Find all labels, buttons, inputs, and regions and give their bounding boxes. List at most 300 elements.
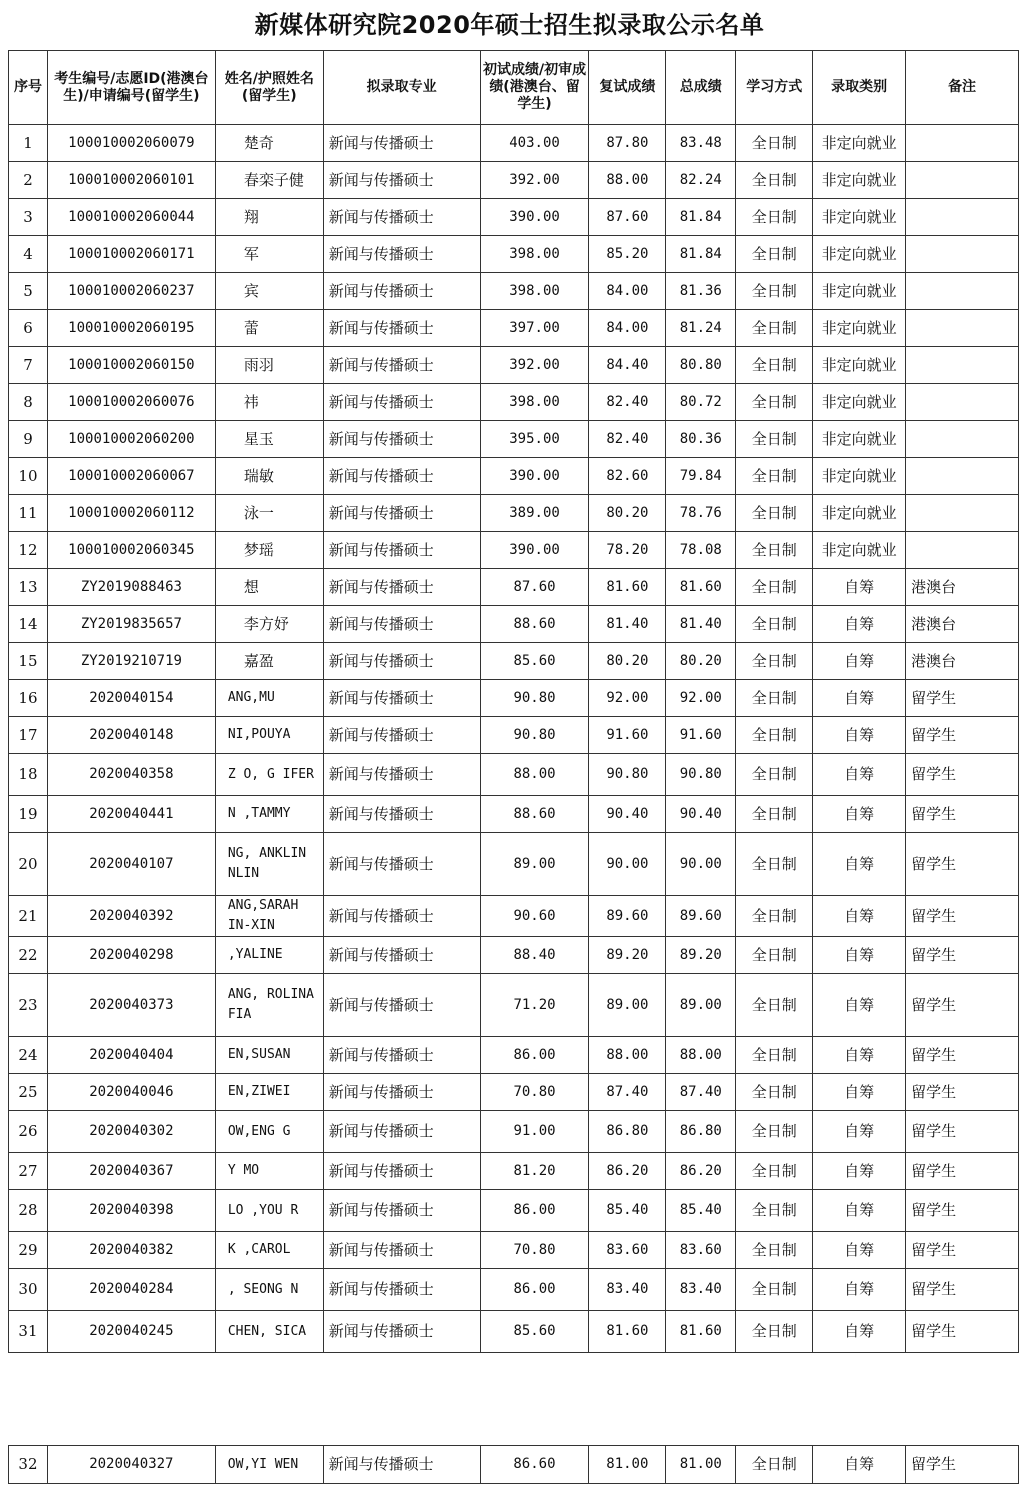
cell-retest: 85.20 <box>589 236 666 273</box>
header-prelim: 初试成绩/初审成绩(港澳台、留学生) <box>480 51 589 125</box>
cell-id: 2020040298 <box>47 937 215 974</box>
cell-mode: 全日制 <box>736 1153 813 1190</box>
cell-mode: 全日制 <box>736 199 813 236</box>
cell-mode: 全日制 <box>736 125 813 162</box>
cell-total: 90.80 <box>666 754 736 796</box>
cell-remark: 港澳台 <box>906 606 1019 643</box>
cell-retest: 84.00 <box>589 310 666 347</box>
cell-seq: 27 <box>9 1153 48 1190</box>
cell-remark: 港澳台 <box>906 569 1019 606</box>
cell-name: Y MO <box>215 1153 323 1190</box>
cell-remark: 留学生 <box>906 1269 1019 1311</box>
cell-id: 2020040358 <box>47 754 215 796</box>
cell-id: 100010002060200 <box>47 421 215 458</box>
cell-prelim: 88.60 <box>480 606 589 643</box>
cell-mode: 全日制 <box>736 1232 813 1269</box>
cell-major: 新闻与传播硕士 <box>323 754 480 796</box>
cell-major: 新闻与传播硕士 <box>323 937 480 974</box>
cell-mode: 全日制 <box>736 1111 813 1153</box>
cell-remark: 留学生 <box>906 1153 1019 1190</box>
table-row <box>9 1074 1019 1111</box>
cell-remark <box>906 199 1019 236</box>
table-row <box>9 458 1019 495</box>
cell-total: 81.00 <box>666 1446 736 1484</box>
cell-major: 新闻与传播硕士 <box>323 974 480 1037</box>
cell-id: 2020040046 <box>47 1074 215 1111</box>
cell-total: 83.48 <box>666 125 736 162</box>
cell-seq: 19 <box>9 796 48 833</box>
table-row <box>9 833 1019 896</box>
cell-retest: 87.40 <box>589 1074 666 1111</box>
cell-seq: 25 <box>9 1074 48 1111</box>
cell-category: 自筹 <box>813 680 906 717</box>
table-row <box>9 569 1019 606</box>
cell-category: 非定向就业 <box>813 236 906 273</box>
cell-id: 100010002060112 <box>47 495 215 532</box>
cell-total: 81.60 <box>666 569 736 606</box>
cell-total: 81.24 <box>666 310 736 347</box>
table-row <box>9 310 1019 347</box>
cell-seq: 23 <box>9 974 48 1037</box>
cell-retest: 86.20 <box>589 1153 666 1190</box>
table-row <box>9 1190 1019 1232</box>
cell-category: 自筹 <box>813 569 906 606</box>
cell-retest: 82.60 <box>589 458 666 495</box>
cell-category: 自筹 <box>813 937 906 974</box>
cell-id: 2020040302 <box>47 1111 215 1153</box>
cell-prelim: 70.80 <box>480 1232 589 1269</box>
cell-mode: 全日制 <box>736 236 813 273</box>
cell-seq: 30 <box>9 1269 48 1311</box>
cell-seq: 20 <box>9 833 48 896</box>
cell-total: 78.76 <box>666 495 736 532</box>
table-row <box>9 1446 1019 1484</box>
cell-retest: 90.80 <box>589 754 666 796</box>
cell-seq: 5 <box>9 273 48 310</box>
cell-major: 新闻与传播硕士 <box>323 717 480 754</box>
cell-name: Z O, G IFER <box>215 754 323 796</box>
table-row <box>9 1232 1019 1269</box>
cell-prelim: 91.00 <box>480 1111 589 1153</box>
cell-retest: 81.60 <box>589 569 666 606</box>
cell-id: 100010002060237 <box>47 273 215 310</box>
cell-name: 雨羽 <box>215 347 323 384</box>
cell-remark: 留学生 <box>906 833 1019 896</box>
cell-seq: 17 <box>9 717 48 754</box>
cell-mode: 全日制 <box>736 643 813 680</box>
cell-prelim: 85.60 <box>480 643 589 680</box>
cell-total: 79.84 <box>666 458 736 495</box>
table-row <box>9 1153 1019 1190</box>
cell-category: 自筹 <box>813 833 906 896</box>
cell-major: 新闻与传播硕士 <box>323 1074 480 1111</box>
cell-prelim: 90.80 <box>480 717 589 754</box>
cell-category: 非定向就业 <box>813 125 906 162</box>
header-remark: 备注 <box>906 51 1019 125</box>
cell-remark: 留学生 <box>906 796 1019 833</box>
cell-seq: 29 <box>9 1232 48 1269</box>
table-row <box>9 495 1019 532</box>
cell-total: 85.40 <box>666 1190 736 1232</box>
cell-retest: 82.40 <box>589 384 666 421</box>
cell-total: 89.60 <box>666 896 736 937</box>
cell-seq: 26 <box>9 1111 48 1153</box>
cell-remark: 港澳台 <box>906 643 1019 680</box>
cell-mode: 全日制 <box>736 833 813 896</box>
cell-name: 军 <box>215 236 323 273</box>
cell-mode: 全日制 <box>736 421 813 458</box>
cell-remark <box>906 421 1019 458</box>
cell-total: 90.00 <box>666 833 736 896</box>
cell-prelim: 390.00 <box>480 199 589 236</box>
cell-mode: 全日制 <box>736 1074 813 1111</box>
cell-id: ZY2019088463 <box>47 569 215 606</box>
cell-prelim: 81.20 <box>480 1153 589 1190</box>
cell-retest: 81.40 <box>589 606 666 643</box>
cell-name: EN,SUSAN <box>215 1037 323 1074</box>
cell-major: 新闻与传播硕士 <box>323 310 480 347</box>
cell-seq: 7 <box>9 347 48 384</box>
cell-mode: 全日制 <box>736 754 813 796</box>
cell-seq: 9 <box>9 421 48 458</box>
cell-prelim: 390.00 <box>480 458 589 495</box>
cell-total: 90.40 <box>666 796 736 833</box>
cell-mode: 全日制 <box>736 974 813 1037</box>
cell-name: 泳一 <box>215 495 323 532</box>
cell-remark <box>906 125 1019 162</box>
table-row <box>9 273 1019 310</box>
cell-prelim: 87.60 <box>480 569 589 606</box>
cell-category: 非定向就业 <box>813 421 906 458</box>
header-category: 录取类别 <box>813 51 906 125</box>
cell-major: 新闻与传播硕士 <box>323 162 480 199</box>
cell-name: 梦瑶 <box>215 532 323 569</box>
cell-prelim: 86.60 <box>480 1446 589 1484</box>
cell-seq: 32 <box>9 1446 48 1484</box>
cell-retest: 88.00 <box>589 162 666 199</box>
cell-prelim: 88.40 <box>480 937 589 974</box>
cell-retest: 89.60 <box>589 896 666 937</box>
cell-seq: 22 <box>9 937 48 974</box>
cell-seq: 1 <box>9 125 48 162</box>
cell-prelim: 90.60 <box>480 896 589 937</box>
cell-name: ANG, ROLINA FIA <box>215 974 323 1037</box>
cell-mode: 全日制 <box>736 458 813 495</box>
cell-mode: 全日制 <box>736 1190 813 1232</box>
cell-name: OW,YI WEN <box>215 1446 323 1484</box>
cell-total: 86.20 <box>666 1153 736 1190</box>
cell-total: 80.20 <box>666 643 736 680</box>
cell-seq: 4 <box>9 236 48 273</box>
cell-seq: 14 <box>9 606 48 643</box>
cell-mode: 全日制 <box>736 606 813 643</box>
cell-remark: 留学生 <box>906 717 1019 754</box>
cell-id: 2020040367 <box>47 1153 215 1190</box>
cell-retest: 92.00 <box>589 680 666 717</box>
cell-mode: 全日制 <box>736 1269 813 1311</box>
table-row <box>9 974 1019 1037</box>
cell-name: 李方妤 <box>215 606 323 643</box>
cell-name: OW,ENG G <box>215 1111 323 1153</box>
cell-id: ZY2019835657 <box>47 606 215 643</box>
cell-name: EN,ZIWEI <box>215 1074 323 1111</box>
cell-name: 宾 <box>215 273 323 310</box>
cell-total: 82.24 <box>666 162 736 199</box>
cell-remark <box>906 495 1019 532</box>
cell-seq: 24 <box>9 1037 48 1074</box>
cell-major: 新闻与传播硕士 <box>323 495 480 532</box>
cell-retest: 78.20 <box>589 532 666 569</box>
cell-remark <box>906 236 1019 273</box>
header-row <box>9 51 1019 125</box>
cell-mode: 全日制 <box>736 310 813 347</box>
table-row <box>9 643 1019 680</box>
cell-id: 2020040382 <box>47 1232 215 1269</box>
cell-remark: 留学生 <box>906 937 1019 974</box>
cell-mode: 全日制 <box>736 162 813 199</box>
table-row <box>9 125 1019 162</box>
cell-major: 新闻与传播硕士 <box>323 1311 480 1353</box>
cell-category: 非定向就业 <box>813 273 906 310</box>
cell-retest: 87.60 <box>589 199 666 236</box>
cell-prelim: 395.00 <box>480 421 589 458</box>
cell-id: 100010002060345 <box>47 532 215 569</box>
cell-mode: 全日制 <box>736 273 813 310</box>
cell-name: CHEN, SICA <box>215 1311 323 1353</box>
cell-major: 新闻与传播硕士 <box>323 347 480 384</box>
cell-major: 新闻与传播硕士 <box>323 125 480 162</box>
table-row <box>9 1269 1019 1311</box>
cell-remark: 留学生 <box>906 1446 1019 1484</box>
cell-remark: 留学生 <box>906 680 1019 717</box>
cell-prelim: 398.00 <box>480 236 589 273</box>
cell-category: 自筹 <box>813 717 906 754</box>
cell-major: 新闻与传播硕士 <box>323 1232 480 1269</box>
cell-major: 新闻与传播硕士 <box>323 833 480 896</box>
cell-seq: 21 <box>9 896 48 937</box>
table-row <box>9 796 1019 833</box>
cell-id: 100010002060195 <box>47 310 215 347</box>
cell-remark: 留学生 <box>906 1311 1019 1353</box>
cell-retest: 90.40 <box>589 796 666 833</box>
cell-prelim: 86.00 <box>480 1190 589 1232</box>
table-row <box>9 896 1019 937</box>
cell-retest: 81.60 <box>589 1311 666 1353</box>
cell-major: 新闻与传播硕士 <box>323 896 480 937</box>
cell-id: 100010002060076 <box>47 384 215 421</box>
table-row <box>9 937 1019 974</box>
table-row <box>9 421 1019 458</box>
cell-name: 春栾子健 <box>215 162 323 199</box>
cell-mode: 全日制 <box>736 347 813 384</box>
cell-major: 新闻与传播硕士 <box>323 1190 480 1232</box>
cell-prelim: 390.00 <box>480 532 589 569</box>
cell-total: 89.20 <box>666 937 736 974</box>
cell-retest: 90.00 <box>589 833 666 896</box>
cell-category: 自筹 <box>813 1311 906 1353</box>
cell-major: 新闻与传播硕士 <box>323 643 480 680</box>
cell-total: 81.84 <box>666 236 736 273</box>
cell-name: 想 <box>215 569 323 606</box>
table-row <box>9 199 1019 236</box>
table-row <box>9 532 1019 569</box>
cell-category: 自筹 <box>813 896 906 937</box>
cell-retest: 81.00 <box>589 1446 666 1484</box>
cell-major: 新闻与传播硕士 <box>323 236 480 273</box>
cell-id: 100010002060079 <box>47 125 215 162</box>
cell-total: 80.72 <box>666 384 736 421</box>
header-seq: 序号 <box>9 51 48 125</box>
cell-prelim: 398.00 <box>480 273 589 310</box>
cell-remark <box>906 384 1019 421</box>
table-row <box>9 754 1019 796</box>
table-row <box>9 236 1019 273</box>
cell-prelim: 392.00 <box>480 347 589 384</box>
cell-name: NG, ANKLIN NLIN <box>215 833 323 896</box>
cell-mode: 全日制 <box>736 384 813 421</box>
cell-seq: 12 <box>9 532 48 569</box>
header-mode: 学习方式 <box>736 51 813 125</box>
cell-name: 嘉盈 <box>215 643 323 680</box>
cell-category: 自筹 <box>813 1074 906 1111</box>
cell-mode: 全日制 <box>736 937 813 974</box>
cell-retest: 80.20 <box>589 643 666 680</box>
cell-retest: 87.80 <box>589 125 666 162</box>
cell-name: NI,POUYA <box>215 717 323 754</box>
cell-category: 自筹 <box>813 1446 906 1484</box>
cell-total: 83.40 <box>666 1269 736 1311</box>
header-name: 姓名/护照姓名(留学生) <box>215 51 323 125</box>
cell-total: 81.60 <box>666 1311 736 1353</box>
cell-major: 新闻与传播硕士 <box>323 1037 480 1074</box>
cell-category: 自筹 <box>813 1190 906 1232</box>
cell-total: 86.80 <box>666 1111 736 1153</box>
cell-category: 非定向就业 <box>813 495 906 532</box>
cell-seq: 18 <box>9 754 48 796</box>
cell-major: 新闻与传播硕士 <box>323 532 480 569</box>
cell-retest: 89.00 <box>589 974 666 1037</box>
cell-major: 新闻与传播硕士 <box>323 1269 480 1311</box>
table-row <box>9 1111 1019 1153</box>
cell-remark <box>906 532 1019 569</box>
table-row <box>9 1037 1019 1074</box>
cell-id: 2020040398 <box>47 1190 215 1232</box>
cell-remark <box>906 273 1019 310</box>
cell-seq: 28 <box>9 1190 48 1232</box>
table-row <box>9 1311 1019 1353</box>
cell-mode: 全日制 <box>736 1446 813 1484</box>
cell-name: K ,CAROL <box>215 1232 323 1269</box>
page-title: 新媒体研究院2020年硕士招生拟录取公示名单 <box>254 11 765 39</box>
cell-category: 自筹 <box>813 1111 906 1153</box>
cell-category: 自筹 <box>813 1269 906 1311</box>
cell-remark: 留学生 <box>906 754 1019 796</box>
cell-total: 81.36 <box>666 273 736 310</box>
cell-id: ZY2019210719 <box>47 643 215 680</box>
cell-prelim: 398.00 <box>480 384 589 421</box>
cell-category: 非定向就业 <box>813 532 906 569</box>
table-row <box>9 162 1019 199</box>
cell-seq: 13 <box>9 569 48 606</box>
cell-retest: 89.20 <box>589 937 666 974</box>
cell-remark: 留学生 <box>906 974 1019 1037</box>
cell-remark: 留学生 <box>906 1232 1019 1269</box>
cell-name: 祎 <box>215 384 323 421</box>
cell-name: ANG,SARAH IN-XIN <box>215 896 323 937</box>
cell-total: 91.60 <box>666 717 736 754</box>
cell-category: 自筹 <box>813 1037 906 1074</box>
cell-remark: 留学生 <box>906 1074 1019 1111</box>
cell-seq: 11 <box>9 495 48 532</box>
cell-retest: 83.60 <box>589 1232 666 1269</box>
cell-mode: 全日制 <box>736 1311 813 1353</box>
cell-id: 2020040327 <box>47 1446 215 1484</box>
cell-name: , SEONG N <box>215 1269 323 1311</box>
cell-id: 2020040154 <box>47 680 215 717</box>
cell-category: 非定向就业 <box>813 347 906 384</box>
cell-major: 新闻与传播硕士 <box>323 384 480 421</box>
cell-seq: 10 <box>9 458 48 495</box>
cell-category: 自筹 <box>813 796 906 833</box>
table-row <box>9 606 1019 643</box>
cell-seq: 2 <box>9 162 48 199</box>
header-major: 拟录取专业 <box>323 51 480 125</box>
header-id: 考生编号/志愿ID(港澳台生)/申请编号(留学生) <box>47 51 215 125</box>
cell-id: 2020040107 <box>47 833 215 896</box>
cell-category: 自筹 <box>813 1232 906 1269</box>
cell-name: 瑞敏 <box>215 458 323 495</box>
cell-prelim: 389.00 <box>480 495 589 532</box>
cell-total: 87.40 <box>666 1074 736 1111</box>
cell-major: 新闻与传播硕士 <box>323 1111 480 1153</box>
cell-remark: 留学生 <box>906 1190 1019 1232</box>
cell-id: 2020040245 <box>47 1311 215 1353</box>
cell-total: 78.08 <box>666 532 736 569</box>
cell-mode: 全日制 <box>736 896 813 937</box>
cell-remark <box>906 458 1019 495</box>
cell-seq: 8 <box>9 384 48 421</box>
cell-mode: 全日制 <box>736 1037 813 1074</box>
admission-table-continued <box>8 1445 1019 1484</box>
cell-mode: 全日制 <box>736 680 813 717</box>
cell-major: 新闻与传播硕士 <box>323 1153 480 1190</box>
cell-prelim: 89.00 <box>480 833 589 896</box>
cell-remark: 留学生 <box>906 896 1019 937</box>
cell-remark: 留学生 <box>906 1037 1019 1074</box>
cell-mode: 全日制 <box>736 796 813 833</box>
cell-name: LO ,YOU R <box>215 1190 323 1232</box>
cell-total: 80.36 <box>666 421 736 458</box>
cell-prelim: 86.00 <box>480 1037 589 1074</box>
cell-seq: 31 <box>9 1311 48 1353</box>
cell-category: 非定向就业 <box>813 458 906 495</box>
cell-id: 2020040441 <box>47 796 215 833</box>
cell-id: 100010002060067 <box>47 458 215 495</box>
cell-prelim: 71.20 <box>480 974 589 1037</box>
table-row <box>9 680 1019 717</box>
cell-major: 新闻与传播硕士 <box>323 273 480 310</box>
cell-retest: 84.00 <box>589 273 666 310</box>
cell-major: 新闻与传播硕士 <box>323 569 480 606</box>
cell-name: 翔 <box>215 199 323 236</box>
table-row <box>9 717 1019 754</box>
cell-mode: 全日制 <box>736 495 813 532</box>
cell-id: 2020040148 <box>47 717 215 754</box>
cell-total: 83.60 <box>666 1232 736 1269</box>
cell-id: 2020040284 <box>47 1269 215 1311</box>
cell-major: 新闻与传播硕士 <box>323 680 480 717</box>
cell-seq: 15 <box>9 643 48 680</box>
